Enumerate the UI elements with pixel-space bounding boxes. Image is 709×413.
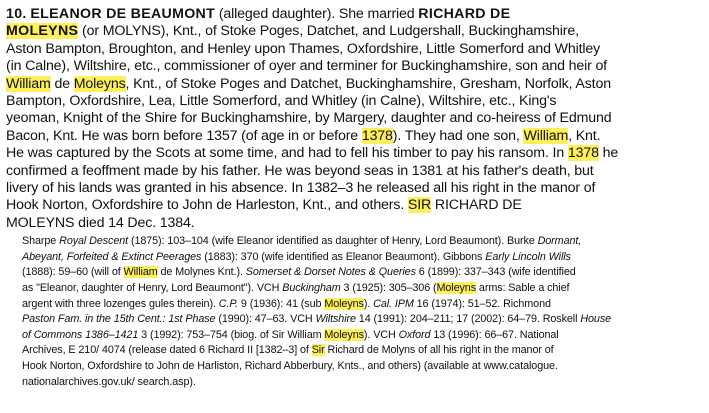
- entry-text: de: [50, 75, 74, 92]
- note-text: argent with three lozenges gules therein).: [22, 297, 219, 310]
- entry-text: , Knt.: [568, 127, 601, 144]
- note-line: [22, 312, 703, 328]
- highlight-moleyns: Moleyns: [73, 75, 126, 92]
- note-line: [22, 328, 703, 344]
- entry-text: Hook Norton, Oxfordshire to John de Harleston, Knt., and others.: [6, 197, 408, 214]
- highlight-moleyns: MOLEYNS: [6, 23, 79, 40]
- note-text: (1875): 103–104 (wife Eleanor identified as daughter of Henry, Lord Beaumont). Burke: [128, 235, 538, 248]
- highlight-sir: Sir: [311, 344, 325, 357]
- highlight-moleyns: Moleyns: [324, 328, 364, 341]
- note-text: (1883): 370 (wife identified as Eleanor Beaumont). Gibbons: [201, 250, 486, 263]
- note-line: [22, 265, 703, 281]
- highlight-william: William: [523, 127, 569, 144]
- note-text: 3 (1925): 305–306 (: [340, 282, 437, 295]
- note-text: Archives, E 210/ 4074 (release dated 6 Richard II [1382–3] of: [22, 344, 312, 357]
- entry-number: 10.: [6, 6, 27, 22]
- entry-line: Aston Bampton, Broughton, and Henley upon Thames, Oxfordshire, Little Somerford and Whitley: [6, 40, 601, 57]
- note-text: (1888): 59–60 (will of: [22, 266, 124, 279]
- entry-line: [6, 6, 703, 23]
- note-text: as "Eleanor, daughter of Henry, Lord Beaumont"). VCH: [22, 282, 283, 295]
- note-text: arms: Sable a chief: [476, 282, 570, 295]
- source-title: Oxford: [398, 328, 431, 341]
- note-text: 6 (1899): 337–343 (wife identified: [415, 266, 576, 279]
- highlight-moleyns: Moleyns: [324, 297, 364, 310]
- source-title: Royal Descent: [59, 235, 129, 248]
- entry-text: (or MOLYNS), Knt., of Stoke Poges, Datchet, and Ludgershall, Buckinghamshire,: [78, 23, 579, 40]
- note-line: Hook Norton, Oxfordshire to John de Harliston, Richard Abberbury, Knts., and others) (available at www.catalogue.: [22, 360, 558, 373]
- note-text: ).: [363, 297, 374, 310]
- entry-text: (alleged daughter). She married: [215, 6, 419, 22]
- note-text: 14 (1991): 204–211; 17 (2002): 64–79. Roskell: [355, 313, 581, 326]
- entry-line: livery of his lands was granted in his absence. In 1382–3 he released all his right in the manor of: [6, 180, 596, 197]
- note-text: Richard de Molyns of all his right in the manor of: [324, 344, 554, 357]
- source-title: Buckingham: [282, 282, 341, 295]
- note-text: de Molynes Knt.).: [157, 266, 246, 279]
- source-title: of Commons 1386–1421: [22, 328, 139, 341]
- note-line: nationalarchives.gov.uk/ search.asp).: [22, 375, 196, 388]
- note-text: (1990): 47–63. VCH: [215, 313, 316, 326]
- entry-line: MOLEYNS died 14 Dec. 1384.: [6, 214, 195, 231]
- source-title: Cal. IPM: [373, 297, 414, 310]
- note-text: 9 (1936): 41 (sub: [237, 297, 325, 310]
- note-text: 3 (1992): 753–754 (biog. of Sir William: [138, 328, 325, 341]
- entry-paragraph: [6, 6, 703, 232]
- highlight-william: William: [123, 266, 158, 279]
- note-text: Sharpe: [22, 235, 60, 248]
- source-notes: [22, 234, 703, 390]
- entry-text: Bacon, Knt. He was born before 1357 (of age in or before: [6, 127, 362, 144]
- entry-line: [6, 76, 703, 93]
- entry-text: he: [598, 145, 619, 162]
- note-text: 13 (1996): 66–67. National: [430, 328, 559, 341]
- source-title: C.P.: [218, 297, 238, 310]
- entry-line: (in Calne), Wiltshire, etc., commissioner of oyer and terminer for Buckinghamshire, son and heir of: [6, 58, 607, 75]
- entry-line: [6, 23, 703, 40]
- entry-line: Bampton, Oxfordshire, Lea, Little Somerford, and Whitley (in Calne), Wiltshire, etc., King's: [6, 93, 557, 110]
- source-title: Somerset & Dorset Notes & Queries: [245, 266, 416, 279]
- entry-line: [6, 197, 703, 214]
- source-title: House: [580, 313, 612, 326]
- entry-text: He was captured by the Scots at some time, and had to fell his timber to pay his ransom. In: [6, 145, 568, 162]
- source-title: Dormant,: [537, 235, 582, 248]
- source-title: Abeyant, Forfeited & Extinct Peerages: [22, 250, 202, 263]
- note-line: [22, 250, 703, 266]
- highlight-sir: SIR: [407, 197, 432, 214]
- highlight-year: 1378: [567, 145, 599, 162]
- entry-text: RICHARD DE: [431, 197, 522, 214]
- husband-name: RICHARD DE: [418, 6, 511, 22]
- highlight-moleyns: Moleyns: [436, 282, 477, 295]
- source-title: Early Lincoln Wills: [485, 250, 571, 263]
- entry-line: [6, 128, 703, 145]
- note-line: [22, 281, 703, 297]
- entry-line: [6, 145, 703, 162]
- note-line: [22, 297, 703, 313]
- note-text: 16 (1974): 51–52. Richmond: [413, 297, 551, 310]
- note-line: [22, 234, 703, 250]
- note-line: [22, 343, 703, 359]
- note-text: ). VCH: [363, 328, 399, 341]
- highlight-william: William: [6, 75, 51, 92]
- entry-text: ). They had one son,: [392, 127, 524, 144]
- entry-line: confirmed a feoffment made by his father. He was beyond seas in 1381 at his father's death, but: [6, 162, 594, 179]
- source-title: Wiltshire: [315, 313, 356, 326]
- entry-name: ELEANOR DE BEAUMONT: [30, 6, 216, 22]
- highlight-year: 1378: [361, 127, 393, 144]
- entry-text: , Knt., of Stoke Poges and Datchet, Buckinghamshire, Gresham, Norfolk, Aston: [125, 75, 611, 92]
- source-title: Paston Fam. in the 15th Cent.: 1st Phase: [22, 313, 216, 326]
- entry-line: yeoman, Knight of the Shire for Buckinghamshire, by Margery, daughter and co-heiress of Edmund: [6, 110, 612, 127]
